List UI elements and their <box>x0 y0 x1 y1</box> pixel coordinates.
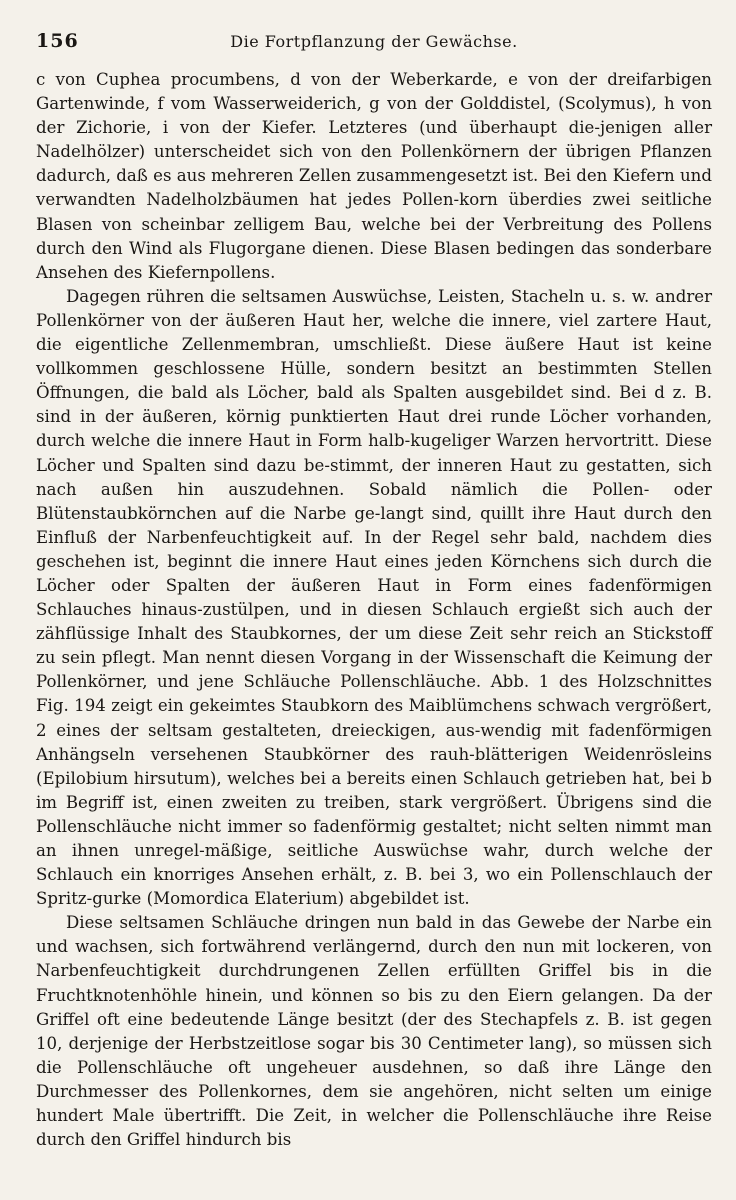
body-text <box>36 68 712 1152</box>
running-title: Die Fortpflanzung der Gewächse. <box>230 32 518 51</box>
paragraph-pollen-tubes: Diese seltsamen Schläuche dringen nun bald in das Gewebe der Narbe ein und wachsen, sich fortwährend verlängernd, durch den nun mit lockeren, von Narbenfeuchtigkeit durchdrungenen Zellen erfüllten Griffel bis in die Fruchtknotenhöhle hinein, und können so bis zu den Eiern gelangen. Da der Griffel oft eine bedeutende Länge besitzt (der des Stechapfels z. B. ist gegen 10, derjenige der Herbstzeitlose sogar bis 30 Centimeter lang), so müssen sich die Pollenschläuche oft ungeheuer ausdehnen, so daß ihre Länge den Durchmesser des Pollenkornes, dem sie angehören, nicht selten um einige hundert Male übertrifft. Die Zeit, in welcher die Pollenschläuche ihre Reise durch den Griffel hindurch bis <box>36 913 712 1150</box>
paragraph-continued: c von Cuphea procumbens, d von der Weberkarde, e von der dreifarbigen Gartenwinde, f vom Wasserweiderich, g von der Golddistel, (Scolymus), h von der Zichorie, i von der Kiefer. Letzteres (und überhaupt die-jenigen aller Nadelhölzer) unterscheidet sich von den Pollenkörnern der übrigen Pflanzen dadurch, daß es aus mehreren Zellen zusammengesetzt ist. Bei den Kiefern und verwandten Nadelholzbäumen hat jedes Pollen-korn überdies zwei seitliche Blasen von scheinbar zelligem Bau, welche bei der Verbreitung des Pollens durch den Wind als Flugorgane dienen. Diese Blasen bedingen das sonderbare Ansehen des Kiefernpollens. <box>36 70 712 282</box>
page-header <box>36 28 712 62</box>
page-number: 156 <box>36 30 79 52</box>
paragraph-pollen-walls: Dagegen rühren die seltsamen Auswüchse, Leisten, Stacheln u. s. w. andrer Pollenkörner von der äußeren Haut her, welche die innere, viel zartere Haut, die eigentliche Zellenmembran, umschließt. Diese äußere Haut ist keine vollkommen geschlossene Hülle, sondern besitzt an bestimmten Stellen Öffnungen, die bald als Löcher, bald als Spalten ausgebildet sind. Bei d z. B. sind in der äußeren, körnig punktierten Haut drei runde Löcher vorhanden, durch welche die innere Haut in Form halb-kugeliger Warzen hervortritt. Diese Löcher und Spalten sind dazu be-stimmt, der inneren Haut zu gestatten, sich nach außen hin auszudehnen. Sobald nämlich die Pollen- oder Blütenstaubkörnchen auf die Narbe ge-langt sind, quillt ihre Haut durch den Einfluß der Narbenfeuchtigkeit auf. In der Regel sehr bald, nachdem dies geschehen ist, beginnt die innere Haut eines jeden Körnchens sich durch die Löcher oder Spalten der äußeren Haut in Form eines fadenförmigen Schlauches hinaus-zustülpen, und in diesen Schlauch ergießt sich auch der zähflüssige Inhalt des Staubkornes, der um diese Zeit sehr reich an Stickstoff zu sein pflegt. Man nennt diesen Vorgang in der Wissenschaft die Keimung der Pollenkörner, und jene Schläuche Pollenschläuche. Abb. 1 des Holzschnittes Fig. 194 zeigt ein gekeimtes Staubkorn des Maiblümchens schwach vergrößert, 2 eines der seltsam gestalteten, dreieckigen, aus-wendig mit fadenförmigen Anhängseln versehenen Staubkörner des rauh-blätterigen Weidenrösleins (Epilobium hirsutum), welches bei a bereits einen Schlauch getrieben hat, bei b im Begriff ist, einen zweiten zu treiben, stark vergrößert. Übrigens sind die Pollenschläuche nicht immer so fadenförmig gestaltet; nicht selten nimmt man an ihnen unregel-mäßige, seitliche Auswüchse wahr, durch welche der Schlauch ein knorriges Ansehen erhält, z. B. bei 3, wo ein Pollenschlauch der Spritz-gurke (Momordica Elaterium) abgebildet ist. <box>36 286 712 909</box>
